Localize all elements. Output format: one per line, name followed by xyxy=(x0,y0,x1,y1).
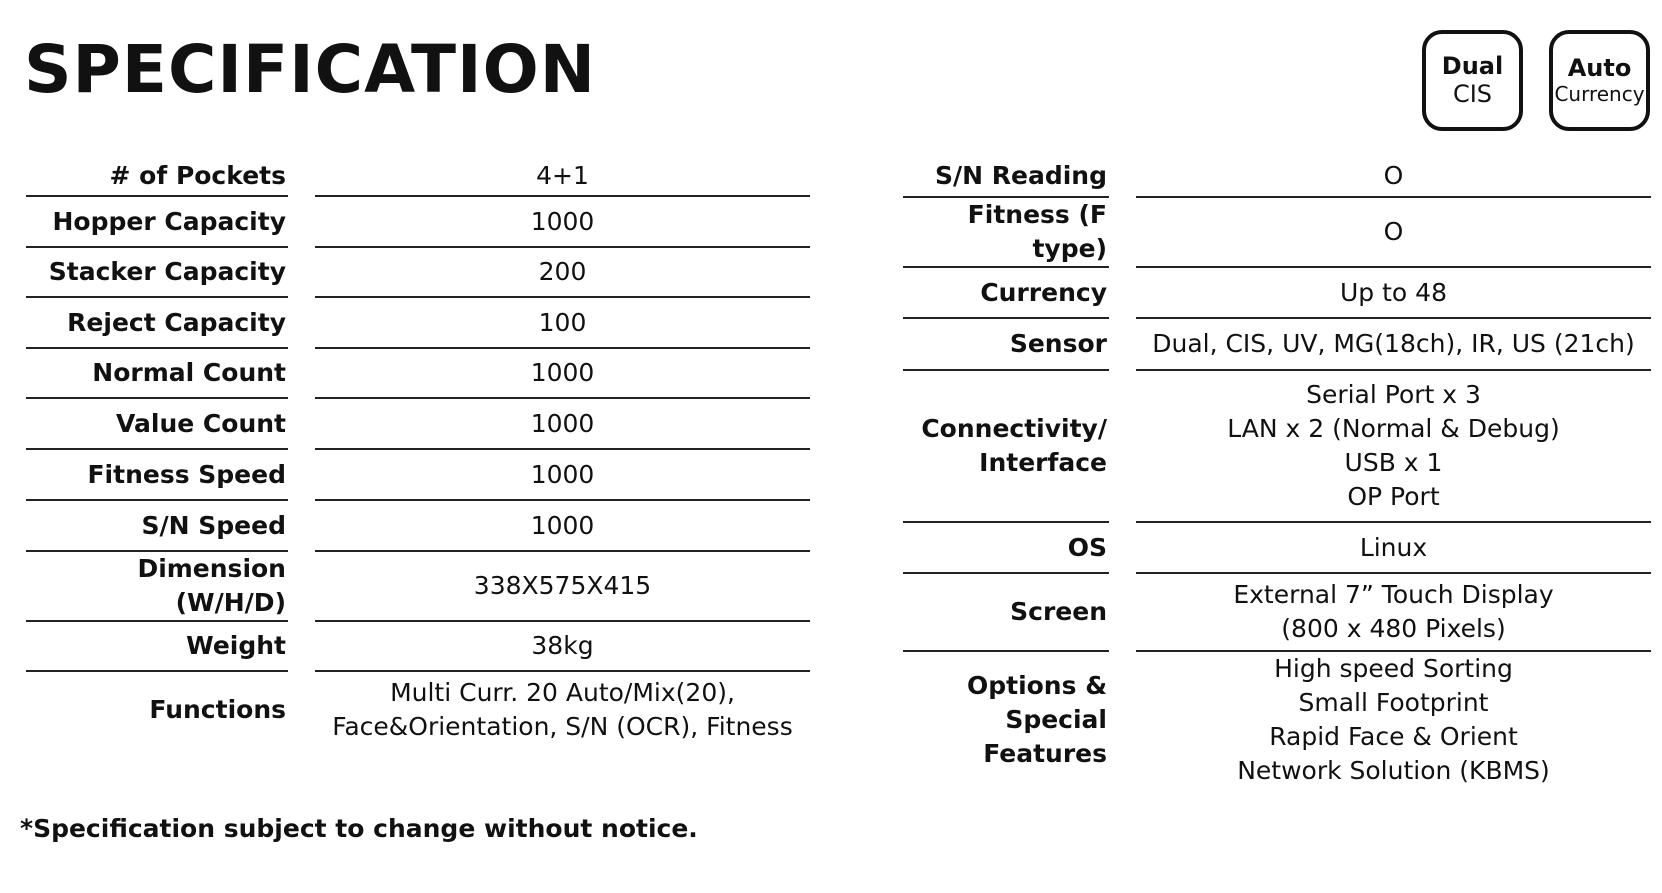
spec-label: S/N Reading xyxy=(903,156,1109,198)
spec-label: Dimension (W/H/D) xyxy=(26,552,288,622)
spec-gap xyxy=(288,197,315,248)
spec-label: Value Count xyxy=(26,399,288,450)
spec-gap xyxy=(1109,652,1136,788)
spec-gap xyxy=(1109,198,1136,268)
spec-label: OS xyxy=(903,523,1109,574)
spec-row xyxy=(903,371,1651,523)
spec-label: Connectivity/ Interface xyxy=(903,371,1109,523)
badge-line1: Dual xyxy=(1441,51,1504,80)
spec-gap xyxy=(288,450,315,501)
spec-row xyxy=(26,156,810,197)
spec-gap xyxy=(1109,523,1136,574)
spec-row xyxy=(903,523,1651,574)
spec-label: Fitness (F type) xyxy=(903,198,1109,268)
spec-value: 38kg xyxy=(315,622,810,672)
spec-gap xyxy=(288,622,315,672)
spec-gap xyxy=(288,399,315,450)
spec-value: O xyxy=(1136,198,1651,268)
spec-value: 338X575X415 xyxy=(315,552,810,622)
spec-label: Currency xyxy=(903,268,1109,319)
spec-value: Dual, CIS, UV, MG(18ch), IR, US (21ch) xyxy=(1136,319,1651,371)
spec-row xyxy=(26,298,810,349)
spec-gap xyxy=(1109,319,1136,371)
spec-row xyxy=(903,156,1651,198)
spec-row xyxy=(26,349,810,399)
badge-line2: Currency xyxy=(1554,81,1645,106)
right-spec-table xyxy=(903,156,1651,788)
spec-row xyxy=(903,574,1651,652)
auto-currency-badge xyxy=(1549,30,1650,131)
spec-value: 1000 xyxy=(315,450,810,501)
spec-value: 1000 xyxy=(315,197,810,248)
spec-value: 1000 xyxy=(315,399,810,450)
spec-label: Normal Count xyxy=(26,349,288,399)
spec-row xyxy=(26,672,810,748)
badge-line2: CIS xyxy=(1452,79,1493,108)
spec-gap xyxy=(288,501,315,552)
dual-cis-badge xyxy=(1422,30,1523,131)
spec-gap xyxy=(288,552,315,622)
spec-gap xyxy=(288,298,315,349)
spec-value: 4+1 xyxy=(315,156,810,197)
spec-value: 1000 xyxy=(315,349,810,399)
spec-gap xyxy=(288,156,315,197)
spec-row xyxy=(26,450,810,501)
spec-value: Multi Curr. 20 Auto/Mix(20), Face&Orientation, S/N (OCR), Fitness xyxy=(332,678,793,741)
spec-row xyxy=(26,197,810,248)
left-spec-table xyxy=(26,156,810,748)
spec-value: 100 xyxy=(315,298,810,349)
spec-label: Sensor xyxy=(903,319,1109,371)
badge-line1: Auto xyxy=(1567,54,1632,83)
spec-row xyxy=(903,319,1651,371)
spec-value: Up to 48 xyxy=(1136,268,1651,319)
spec-value: Linux xyxy=(1136,523,1651,574)
spec-value: 200 xyxy=(315,248,810,298)
spec-label: Stacker Capacity xyxy=(26,248,288,298)
spec-row xyxy=(26,552,810,622)
spec-value: External 7” Touch Display (800 x 480 Pixels) xyxy=(1136,574,1651,652)
spec-gap xyxy=(1109,371,1136,523)
spec-label: Reject Capacity xyxy=(26,298,288,349)
spec-label: Functions xyxy=(149,695,286,724)
spec-label: Fitness Speed xyxy=(26,450,288,501)
spec-gap xyxy=(288,349,315,399)
footnote: *Specification subject to change without notice. xyxy=(20,814,698,843)
spec-gap xyxy=(1109,268,1136,319)
spec-label: # of Pockets xyxy=(26,156,288,197)
spec-value: Serial Port x 3 LAN x 2 (Normal & Debug) USB x 1 OP Port xyxy=(1136,371,1651,523)
spec-gap xyxy=(1109,574,1136,652)
spec-row xyxy=(903,268,1651,319)
spec-label: Options & Special Features xyxy=(966,671,1107,768)
spec-gap xyxy=(288,248,315,298)
spec-row xyxy=(26,399,810,450)
page-title: SPECIFICATION xyxy=(24,31,596,108)
spec-row xyxy=(903,652,1651,788)
spec-row xyxy=(903,198,1651,268)
spec-label: Screen xyxy=(903,574,1109,652)
spec-label: S/N Speed xyxy=(26,501,288,552)
spec-value: O xyxy=(1136,156,1651,198)
spec-gap xyxy=(1109,156,1136,198)
spec-gap xyxy=(288,672,315,748)
spec-label: Hopper Capacity xyxy=(26,197,288,248)
spec-row xyxy=(26,248,810,298)
spec-row xyxy=(26,501,810,552)
spec-value: High speed Sorting Small Footprint Rapid Face & Orient Network Solution (KBMS) xyxy=(1237,654,1550,785)
spec-row xyxy=(26,622,810,672)
spec-value: 1000 xyxy=(315,501,810,552)
spec-label: Weight xyxy=(26,622,288,672)
